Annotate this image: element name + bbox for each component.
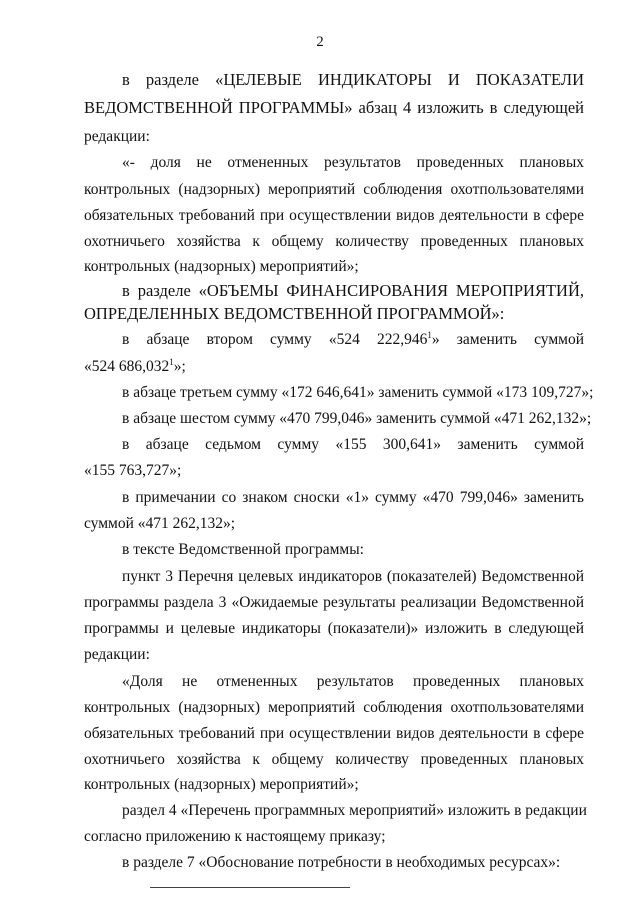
text-fragment: »; — [173, 358, 186, 375]
text-fragment: » заменить суммой — [431, 331, 584, 348]
text-line: обязательных требований при осуществлении видов деятельности в сфере — [84, 725, 584, 742]
text-line — [122, 330, 584, 350]
text-line: контрольных (надзорных) мероприятий»; — [84, 258, 359, 275]
text-line: в абзаце шестом сумму «470 799,046» заменить суммой «471 262,132»; — [122, 410, 592, 427]
text-line: программы раздела 3 «Ожидаемые результаты реализации Ведомственной — [84, 594, 584, 611]
text-line: в разделе 7 «Обоснование потребности в необходимых ресурсах»: — [122, 854, 561, 871]
text-fragment: в абзаце втором сумму «524 222,946 — [122, 331, 428, 348]
text-line: редакции: — [84, 646, 150, 663]
text-line: контрольных (надзорных) мероприятий соблюдения охотпользователями — [84, 181, 584, 198]
text-line: программы и целевые индикаторы (показатели)» изложить в следующей — [84, 620, 584, 637]
bottom-rule — [150, 887, 350, 888]
footnote-mark: 1 — [427, 329, 432, 340]
text-line: редакции: — [84, 128, 150, 145]
text-line: ОПРЕДЕЛЕННЫХ ВЕДОМСТВЕННОЙ ПРОГРАММОЙ»: — [84, 304, 505, 323]
text-line: контрольных (надзорных) мероприятий соблюдения охотпользователями — [84, 699, 584, 716]
text-line: раздел 4 «Перечень программных мероприятий» изложить в редакции — [122, 802, 587, 819]
text-line: контрольных (надзорных) мероприятий»; — [84, 776, 359, 793]
text-line: согласно приложению к настоящему приказу; — [84, 828, 386, 845]
text-line: в разделе «ОБЪЕМЫ ФИНАНСИРОВАНИЯ МЕРОПРИЯТИЙ, — [122, 281, 584, 300]
text-line: в примечании со знаком сноски «1» сумму «470 799,046» заменить — [122, 489, 584, 506]
text-line: охотничьего хозяйства к общему количеству проведенных плановых — [84, 233, 584, 250]
footnote-mark: 1 — [169, 356, 174, 367]
text-line: пункт 3 Перечня целевых индикаторов (показателей) Ведомственной — [122, 568, 584, 585]
text-line — [84, 357, 584, 377]
text-line: охотничьего хозяйства к общему количеству проведенных плановых — [84, 751, 584, 768]
text-line: «- доля не отмененных результатов проведенных плановых — [122, 154, 584, 171]
text-line: обязательных требований при осуществлении видов деятельности в сфере — [84, 207, 584, 224]
text-line: в абзаце седьмом сумму «155 300,641» заменить суммой — [122, 436, 584, 453]
page-number: 2 — [316, 34, 324, 50]
text-line: в тексте Ведомственной программы: — [122, 541, 364, 558]
text-line: «155 763,727»; — [84, 462, 182, 479]
text-line: суммой «471 262,132»; — [84, 515, 236, 532]
text-fragment: «524 686,032 — [84, 358, 170, 375]
text-line: в разделе «ЦЕЛЕВЫЕ ИНДИКАТОРЫ И ПОКАЗАТЕЛИ — [122, 70, 584, 89]
text-line: ВЕДОМСТВЕННОЙ ПРОГРАММЫ» абзац 4 изложить в следующей — [84, 98, 584, 117]
text-line: «Доля не отмененных результатов проведенных плановых — [122, 673, 584, 690]
text-line: в абзаце третьем сумму «172 646,641» заменить суммой «173 109,727»; — [122, 384, 594, 401]
